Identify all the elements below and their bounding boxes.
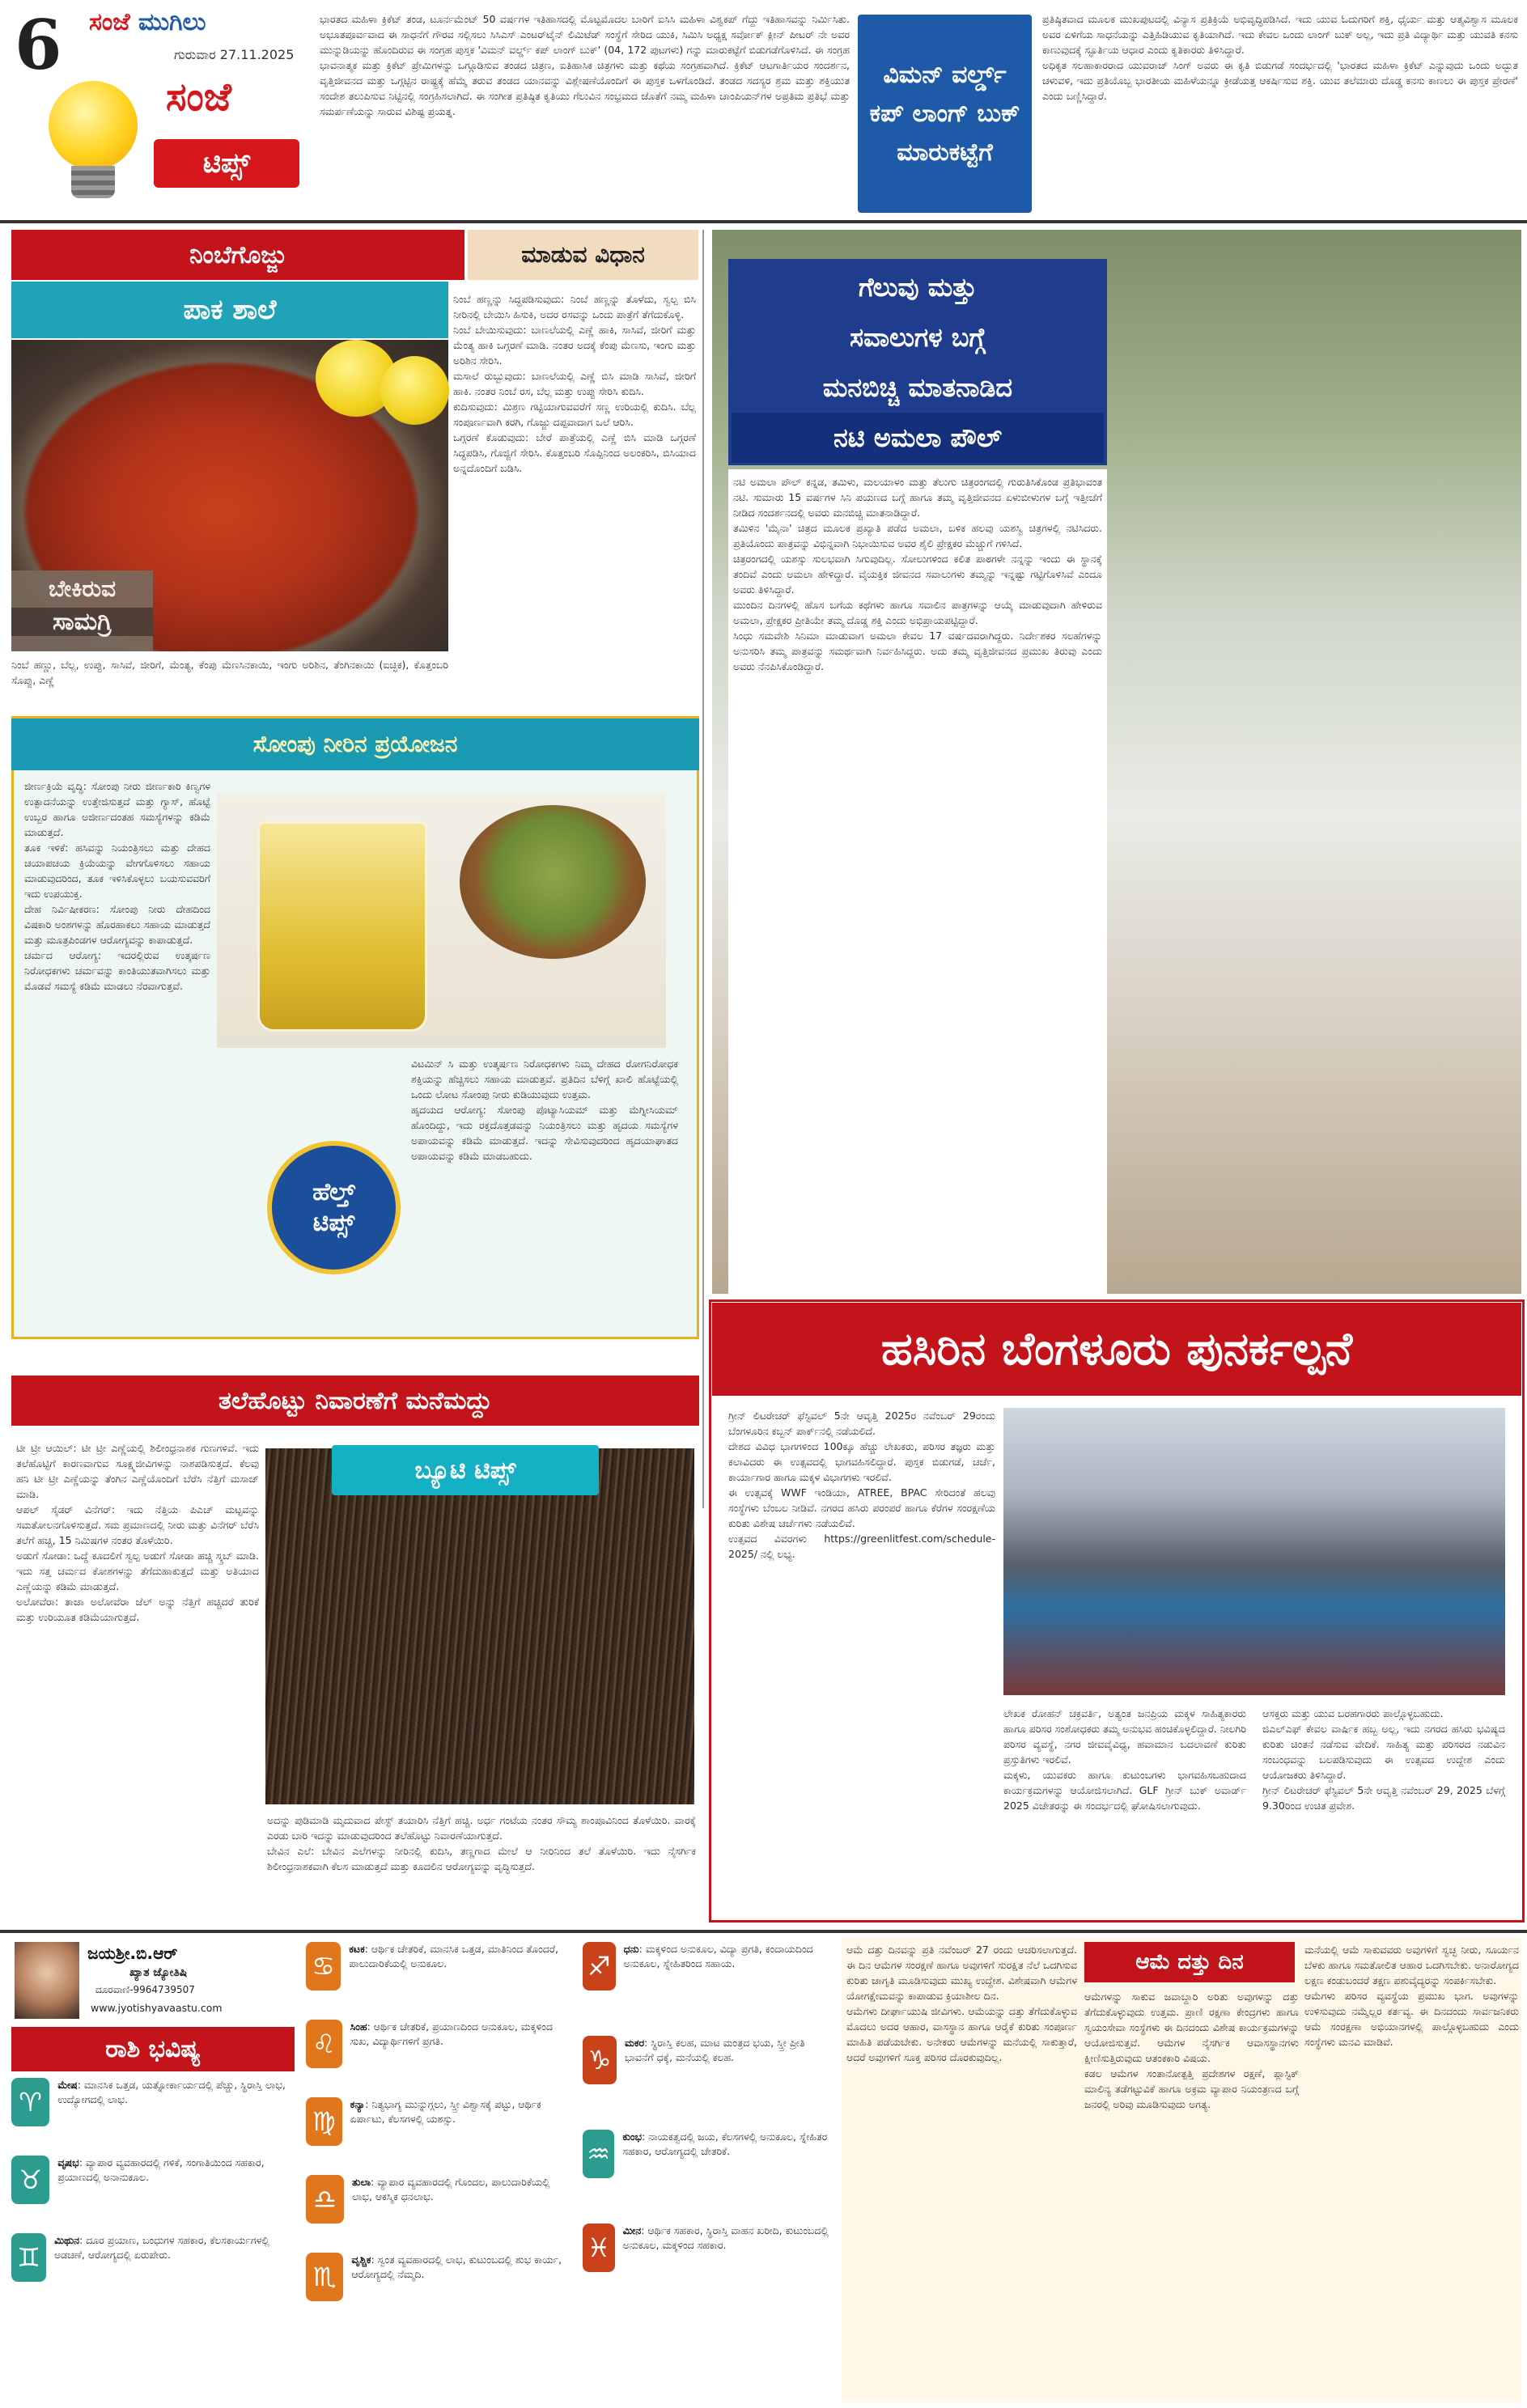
rashi-entry: ♐ ಧನು: ಮಕ್ಕಳಿಂದ ಅನುಕೂಲ, ವಿದ್ಯಾ ಪ್ರಗತಿ, ಕಂದಾಯದಿಂದ ಅನುಕೂಲ, ಸ್ನೇಹಿತರಿಂದ ಸಹಾಯ. (583, 1942, 829, 2033)
rashi-text: ಆರ್ಥಿಕ ಚೇತರಿಕೆ, ಮಾನಸಿಕ ಒತ್ತಡ, ಮಾತಿನಿಂದ ತೊಂದರೆ, ಪಾಲುದಾರಿಕೆಯಲ್ಲಿ ಅನುಕೂಲ. (349, 1943, 558, 1969)
rashi-entry: ♋ ಕಟಕ: ಆರ್ಥಿಕ ಚೇತರಿಕೆ, ಮಾನಸಿಕ ಒತ್ತಡ, ಮಾತಿನಿಂದ ತೊಂದರೆ, ಪಾಲುದಾರಿಕೆಯಲ್ಲಿ ಅನುಕೂಲ. (306, 1942, 573, 2016)
rashi-text: ಸ್ವಂತ ವ್ಯವಹಾರದಲ್ಲಿ ಲಾಭ, ಕುಟುಂಬದಲ್ಲಿ ಶುಭ ಕಾರ್ಯ, ಆರೋಗ್ಯದಲ್ಲಿ ನೆಮ್ಮದಿ. (351, 2253, 562, 2280)
fennel-left-text: ಜೀರ್ಣಕ್ರಿಯೆ ವೃದ್ಧಿ: ಸೋಂಪು ನೀರು ಜೀರ್ಣಕಾರಿ ಕಿಣ್ವಗಳ ಉತ್ಪಾದನೆಯನ್ನು ಉತ್ತೇಜಿಸುತ್ತದೆ ಮತ್ತು ಗ್ಯಾಸ್, ಹೊಟ್ಟೆ ಉಬ್ಬರ ಹಾಗೂ ಅಜೀರ್ಣದಂತಹ ಸಮಸ್ಯೆಗಳನ್ನು ಕಡಿಮೆ ಮಾಡುತ್ತದೆ. ತೂಕ ಇಳಿಕೆ: ಹಸಿವನ್ನು ನಿಯಂತ್ರಿಸಲು ಮತ್ತು ದೇಹದ ಚಯಾಪಚಯ ಕ್ರಿಯೆಯನ್ನು ವೇಗಗೊಳಿಸಲು ಸಹಾಯ ಮಾಡುವುದರಿಂದ, ತೂಕ ಇಳಿಸಿಕೊಳ್ಳಲು ಬಯಸುವವರಿಗೆ ಇದು ಉಪಯುಕ್ತ. ದೇಹ ನಿರ್ವಿಷೀಕರಣ: ಸೋಂಪು ನೀರು ದೇಹದಿಂದ ವಿಷಕಾರಿ ಅಂಶಗಳನ್ನು ಹೊರಹಾಕಲು ಸಹಾಯ ಮಾಡುತ್ತದೆ ಮತ್ತು ಮೂತ್ರಪಿಂಡಗಳ ಆರೋಗ್ಯವನ್ನು ಕಾಪಾಡುತ್ತದೆ. ಚರ್ಮದ ಆರೋಗ್ಯ: ಇದರಲ್ಲಿರುವ ಉತ್ಕರ್ಷಣ ನಿರೋಧಕಗಳು ಚರ್ಮವನ್ನು ಕಾಂತಿಯುತವಾಗಿಸಲು ಮತ್ತು ಮೊಡವೆ ಸಮಸ್ಯೆ ಕಡಿಮೆ ಮಾಡಲು ನೆರವಾಗುತ್ತವೆ. (24, 780, 210, 992)
hair-photo (265, 1448, 694, 1804)
fennel-title: ಸೋಂಪು ನೀರಿನ ಪ್ರಯೋಜನ (11, 719, 699, 770)
rashi-text: ಆರ್ಥಿಕ ಚೇತರಿಕೆ, ಪ್ರಯಾಣದಿಂದ ಅನುಕೂಲ, ಮಕ್ಕಳಿಂದ ಸುಖ, ವಿದ್ಯಾರ್ಥಿಗಳಿಗೆ ಪ್ರಗತಿ. (350, 2020, 553, 2047)
mother-title: ಆಮೆ ದತ್ತು ದಿನ (1084, 1942, 1295, 1982)
top-story-col2: ಪ್ರತಿಷ್ಠಿತವಾದ ಮೂಲಕ ಮುಖಪುಟದಲ್ಲಿ ವಿನ್ಯಾಸ ಪ್ರತಿಕ್ರಿಯೆ ಅಭಿವೃದ್ಧಿಪಡಿಸಿದೆ. ಇದು ಯುವ ಓದುಗರಿಗೆ ಶಕ್ತಿ, ಧೈರ್ಯ ಮತ್ತು ಆತ್ಮವಿಶ್ವಾಸ ಮೂಲಕ ಅವರ ಏಳಿಗೆಯ ಸಾಧನೆಯನ್ನು ಎತ್ತಿಹಿಡಿಯುವ ಕೃತಿಯಾಗಿದೆ. ಇದು ಕೇವಲ ಒಂದು ಲಾಂಗ್ ಬುಕ್ ಅಲ್ಲ, ಇದು ಪ್ರತಿ ವಿದ್ಯಾರ್ಥಿ ಮತ್ತು ಯುವತಿ ಕನಸು ಕಾಣುವುದಕ್ಕೆ ಸ್ಫೂರ್ತಿಯ ಆಧಾರ ಎಂದು ಕೃತಿಕಾರರು ತಿಳಿಸಿದ್ದಾರೆ. ಅಧಿಕೃತ ಸಲಹಾಕಾರರಾದ ಯುವರಾಜ್ ಸಿಂಗ್ ಅವರು ಈ ಕೃತಿ ಬಿಡುಗಡೆ ಸಂದರ್ಭದಲ್ಲಿ 'ಭಾರತದ ಮಹಿಳಾ ಕ್ರಿಕೆಟ್ ಎನ್ನುವುದು ಒಂದು ಅದ್ಭುತ ಚಳುವಳಿ, ಇದು ಪ್ರತಿಯೊಬ್ಬ ಭಾರತೀಯ ಮಹಿಳೆಯನ್ನೂ ಕ್ರೀಡೆಯತ್ತ ಆಕರ್ಷಿಸುವ ಶಕ್ತಿ. ಯುವ ತಲೆಮಾರು ದೊಡ್ಡ ಕನಸು ಕಾಣಲು ಈ ಪುಸ್ತಕ ಪ್ರೇರಣೆ' ಎಂದು ಬಣ್ಣಿಸಿದ್ದಾರೆ. (1042, 13, 1518, 102)
rashi-entry: ♏ ವೃಶ್ಚಿಕ: ಸ್ವಂತ ವ್ಯವಹಾರದಲ್ಲಿ ಲಾಭ, ಕುಟುಂಬದಲ್ಲಿ ಶುಭ ಕಾರ್ಯ, ಆರೋಗ್ಯದಲ್ಲಿ ನೆಮ್ಮದಿ. (306, 2253, 573, 2327)
health-badge-line1: ಹೆಲ್ತ್ (312, 1177, 355, 1206)
aries-icon: ♈ (11, 2078, 49, 2126)
dateline: ಗುರುವಾರ 27.11.2025 (174, 47, 295, 62)
rashi-col1 (11, 2078, 295, 2311)
top-story-headline-box (858, 15, 1032, 213)
rashi-entry: ♑ ಮಕರ: ಸ್ಥಿರಾಸ್ತಿ ಕಲಹ, ಮಾಟ ಮಂತ್ರದ ಭಯ, ಸ್ತ್ರೀ ಪ್ರೀತಿ ಭಾವನೆಗೆ ಧಕ್ಕೆ, ಮನೆಯಲ್ಲಿ ಕಲಹ. (583, 2036, 829, 2126)
amala-body: ನಟಿ ಅಮಲಾ ಪೌಲ್ ಕನ್ನಡ, ತಮಿಳು, ಮಲಯಾಳಂ ಮತ್ತು ತೆಲುಗು ಚಿತ್ರರಂಗದಲ್ಲಿ ಗುರುತಿಸಿಕೊಂಡ ಪ್ರತಿಭಾವಂತ ನಟಿ. ಸುಮಾರು 15 ವರ್ಷಗಳ ಸಿನಿ ಪಯಣದ ಬಗ್ಗೆ ಹಾಗೂ ತಮ್ಮ ವೃತ್ತಿಜೀವನದ ಏಳುಬೀಳುಗಳ ಬಗ್ಗೆ ಇತ್ತೀಚೆಗೆ ನೀಡಿದ ಸಂದರ್ಶನದಲ್ಲಿ ಅವರು ಮನಬಿಚ್ಚಿ ಮಾತನಾಡಿದ್ದಾರೆ. ತಮಿಳಿನ 'ಮೈನಾ' ಚಿತ್ರದ ಮೂಲಕ ಪ್ರಖ್ಯಾತಿ ಪಡೆದ ಅಮಲಾ, ಬಳಿಕ ಹಲವು ಯಶಸ್ವಿ ಚಿತ್ರಗಳಲ್ಲಿ ನಟಿಸಿದರು. ಪ್ರತಿಯೊಂದು ಪಾತ್ರವನ್ನು ವಿಭಿನ್ನವಾಗಿ ನಿಭಾಯಿಸುವ ಅವರ ಶೈಲಿ ಪ್ರೇಕ್ಷಕರ ಮೆಚ್ಚುಗೆ ಗಳಿಸಿದೆ. ಚಿತ್ರರಂಗದಲ್ಲಿ ಯಶಸ್ಸು ಸುಲಭವಾಗಿ ಸಿಗುವುದಿಲ್ಲ. ಸೋಲುಗಳಿಂದ ಕಲಿತ ಪಾಠಗಳೇ ನನ್ನನ್ನು ಇಂದು ಈ ಸ್ಥಾನಕ್ಕೆ ತಂದಿವೆ ಎಂದು ಅಮಲಾ ಹೇಳಿದ್ದಾರೆ. ವೈಯಕ್ತಿಕ ಜೀವನದ ಸವಾಲುಗಳು ತಮ್ಮನ್ನು ಇನ್ನಷ್ಟು ಗಟ್ಟಿಗೊಳಿಸಿವೆ ಎಂದೂ ಅವರು ತಿಳಿಸಿದ್ದಾರೆ. ಮುಂದಿನ ದಿನಗಳಲ್ಲಿ ಹೊಸ ಬಗೆಯ ಕಥೆಗಳು ಹಾಗೂ ಸವಾಲಿನ ಪಾತ್ರಗಳನ್ನು ಆಯ್ಕೆ ಮಾಡುವುದಾಗಿ ಹೇಳಿರುವ ಅಮಲಾ, ಪ್ರೇಕ್ಷಕರ ಪ್ರೀತಿಯೇ ತಮ್ಮ ದೊಡ್ಡ ಶಕ್ತಿ ಎಂದು ಅಭಿಪ್ರಾಯಪಟ್ಟಿದ್ದಾರೆ. ಸಿಂಧು ಸಮವೇಶಿ ಸಿನಿಮಾ ಮಾಡುವಾಗ ಅಮಲಾ ಕೇವಲ 17 ವರ್ಷದವರಾಗಿದ್ದರು. ನಿರ್ದೇಶಕರ ಸಲಹೆಗಳನ್ನು ಅನುಸರಿಸಿ ತಮ್ಮ ಪಾತ್ರವನ್ನು ಸಮರ್ಥವಾಗಿ ನಿರ್ವಹಿಸಿದ್ದರು. ಅದು ತಮ್ಮ ವೃತ್ತಿಜೀವನದ ಪ್ರಮುಖ ತಿರುವು ಎಂದು ಅವರು ನೆನಪಿಸಿಕೊಂಡಿದ್ದಾರೆ. (733, 476, 1102, 672)
sagittarius-icon: ♐ (583, 1942, 616, 1990)
bengaluru-frame (709, 1299, 1525, 1923)
rashi-label: ಮೇಷ (57, 2079, 78, 2091)
dandruff-title: ತಲೆಹೊಟ್ಟು ನಿವಾರಣೆಗೆ ಮನೆಮದ್ದು (11, 1376, 699, 1426)
brand-logo (89, 8, 206, 36)
bengaluru-col3: ಆಸಕ್ತರು ಮತ್ತು ಯುವ ಬರಹಗಾರರು ಪಾಲ್ಗೊಳ್ಳಬಹುದು. ಜಿಎಲ್‌ಎಫ್ ಕೇವಲ ವಾರ್ಷಿಕ ಹಬ್ಬ ಅಲ್ಲ, ಇದು ನಗರದ ಹಸಿರು ಭವಿಷ್ಯದ ಕುರಿತು ಚಿಂತನೆ ನಡೆಸುವ ವೇದಿಕೆ. ಸಾಹಿತ್ಯ ಮತ್ತು ಪರಿಸರದ ನಡುವಿನ ಸಂಬಂಧವನ್ನು ಬಲಪಡಿಸುವುದು ಈ ಉತ್ಸವದ ಉದ್ದೇಶ ಎಂದು ಆಯೋಜಕರು ತಿಳಿಸಿದ್ದಾರೆ. ಗ್ರೀನ್ ಲಿಟರೇಚರ್ ಫೆಸ್ಟಿವಲ್ 5ನೇ ಆವೃತ್ತಿ ನವೆಂಬರ್ 29, 2025 ಬೆಳಗ್ಗೆ 9.30ರಿಂದ ಉಚಿತ ಪ್ರವೇಶ. (1262, 1707, 1505, 1812)
aquarius-icon: ♒ (583, 2130, 614, 2178)
rashi-label: ತುಲಾ (351, 2176, 371, 2188)
rashi-entry: ♈ ಮೇಷ: ಮಾನಸಿಕ ಒತ್ತಡ, ಯತ್ನೋರ್ಕಾರ್ಯದಲ್ಲಿ ಪೆಚ್ಚು, ಸ್ಥಿರಾಸ್ತಿ ಲಾಭ, ಉದ್ಯೋಗದಲ್ಲಿ ಲಾಭ. (11, 2078, 295, 2151)
recipe-title: ನಿಂಬೆಗೊಜ್ಜು (11, 230, 464, 280)
rashi-text: ನಾಯಕತ್ವದಲ್ಲಿ ಜಯ, ಕೆಲಸಗಳಲ್ಲಿ ಅನುಕೂಲ, ಸ್ನೇಹಿತರ ಸಹಕಾರ, ಆರೋಗ್ಯದಲ್ಲಿ ಚೇತರಿಕೆ. (622, 2130, 828, 2157)
rashi-entry: ♓ ಮೀನ: ಆರ್ಥಿಕ ಸಹಕಾರ, ಸ್ಥಿರಾಸ್ತಿ ವಾಹನ ಖರೀದಿ, ಕುಟುಂಬದಲ್ಲಿ ಅನುಕೂಲ, ಮಕ್ಕಳಿಂದ ಸಹಕಾರ. (583, 2224, 829, 2314)
amala-headline-line1: ಗೆಲುವು ಮತ್ತು (732, 262, 1104, 312)
virgo-icon: ♍ (306, 2097, 342, 2146)
gemini-icon: ♊ (11, 2233, 46, 2282)
section-tag: ಟಿಪ್ಸ್ (154, 139, 299, 188)
glass-image (257, 821, 427, 1032)
rashi-label: ಕನ್ಯಾ (350, 2098, 366, 2110)
pisces-icon: ♓ (583, 2224, 615, 2272)
libra-icon: ♎ (306, 2175, 344, 2224)
rashi-label: ಕಟಕ (349, 1943, 365, 1955)
astrologer-role: ಖ್ಯಾತ ಜ್ಯೋತಿಷಿ (129, 1966, 188, 1979)
amala-headline-line4: ನಟಿ ಅಮಲಾ ಪೌಲ್ (732, 413, 1104, 463)
fennel-photo (217, 793, 666, 1048)
brand-left: ಸಂಜೆ (89, 8, 130, 36)
amala-headline-box (728, 259, 1107, 465)
section-word: ಸಂಜೆ (166, 74, 231, 120)
rashi-text: ಮಕ್ಕಳಿಂದ ಅನುಕೂಲ, ವಿದ್ಯಾ ಪ್ರಗತಿ, ಕಂದಾಯದಿಂದ ಅನುಕೂಲ, ಸ್ನೇಹಿತರಿಂದ ಸಹಾಯ. (623, 1943, 813, 1969)
rashi-col2 (306, 1942, 573, 2330)
brand-right: ಮುಗಿಲು (138, 8, 206, 36)
rule-left (702, 230, 704, 1508)
bulb-icon (49, 81, 138, 170)
scorpio-icon: ♏ (306, 2253, 343, 2301)
beauty-tag: ಬ್ಯೂಟಿ ಟಿಪ್ಸ್ (332, 1445, 599, 1495)
rashi-col3 (583, 1942, 829, 2317)
mother-col1: ಆಮೆ ದತ್ತು ದಿನವನ್ನು ಪ್ರತಿ ನವೆಂಬರ್ 27 ರಂದು ಆಚರಿಸಲಾಗುತ್ತದೆ. ಈ ದಿನ ಆಮೆಗಳ ಸಂರಕ್ಷಣೆ ಹಾಗೂ ಅವುಗಳಿಗೆ ಸುರಕ್ಷಿತ ನೆಲೆ ಒದಗಿಸುವ ಕುರಿತು ಜಾಗೃತಿ ಮೂಡಿಸುವುದು ಮುಖ್ಯ ಉದ್ದೇಶ. ವಿಶೇಷವಾಗಿ ಆಮೆಗಳ ಯೋಗಕ್ಷೇಮವನ್ನು ಕಾಪಾಡುವ ಕ್ರಿಯಾಶೀಲ ದಿನ. ಆಮೆಗಳು ದೀರ್ಘಾಯುಷಿ ಜೀವಿಗಳು. ಆಮೆಯನ್ನು ದತ್ತು ತೆಗೆದುಕೊಳ್ಳುವ ಮೊದಲು ಅದರ ಆಹಾರ, ವಾಸಸ್ಥಾನ ಹಾಗೂ ಆರೈಕೆ ಕುರಿತು ಸಂಪೂರ್ಣ ಮಾಹಿತಿ ಪಡೆಯಬೇಕು. ಅನೇಕರು ಆಮೆಗಳನ್ನು ಮನೆಯಲ್ಲಿ ಸಾಕುತ್ತಾರೆ, ಆದರೆ ಅವುಗಳಿಗೆ ಸೂಕ್ತ ಪರಿಸರ ದೊರಕುವುದಿಲ್ಲ. (846, 1944, 1077, 2063)
rashi-entry: ♎ ತುಲಾ: ವ್ಯಾಪಾರ ವ್ಯವಹಾರದಲ್ಲಿ ಗೊಂದಲ, ಪಾಲುದಾರಿಕೆಯಲ್ಲಿ ಲಾಭ, ಆಕಸ್ಮಿಕ ಧನಲಾಭ. (306, 2175, 573, 2249)
rashi-section-title: ರಾಶಿ ಭವಿಷ್ಯ (11, 2027, 295, 2071)
rule-top (0, 220, 1527, 223)
astrologer-phone: ದೂರವಾಣಿ-9964739507 (95, 1984, 195, 1995)
mother-col3: ಮನೆಯಲ್ಲಿ ಆಮೆ ಸಾಕುವವರು ಅವುಗಳಿಗೆ ಸ್ವಚ್ಛ ನೀರು, ಸೂರ್ಯನ ಬೆಳಕು ಹಾಗೂ ಸಮತೋಲಿತ ಆಹಾರ ಒದಗಿಸಬೇಕು. ಅನಾರೋಗ್ಯದ ಲಕ್ಷಣ ಕಂಡುಬಂದರೆ ತಕ್ಷಣ ಪಶುವೈದ್ಯರನ್ನು ಸಂಪರ್ಕಿಸಬೇಕು. ಆಮೆಗಳು ಪರಿಸರ ವ್ಯವಸ್ಥೆಯ ಪ್ರಮುಖ ಭಾಗ. ಅವುಗಳನ್ನು ಉಳಿಸುವುದು ನಮ್ಮೆಲ್ಲರ ಕರ್ತವ್ಯ. ಈ ದಿನದಂದು ಸಾರ್ವಜನಿಕರು ಆಮೆ ಸಂರಕ್ಷಣಾ ಅಭಿಯಾನಗಳಲ್ಲಿ ಪಾಲ್ಗೊಳ್ಳಬಹುದು ಎಂದು ಸಂಸ್ಥೆಗಳು ಮನವಿ ಮಾಡಿವೆ. (1304, 1944, 1519, 2048)
ingredients-tag-line2: ಸಾಮಗ್ರಿ (11, 608, 153, 636)
mother-col2: ಆಮೆಗಳನ್ನು ಸಾಕುವ ಜವಾಬ್ದಾರಿ ಅರಿತು ಅವುಗಳನ್ನು ದತ್ತು ತೆಗೆದುಕೊಳ್ಳುವುದು ಉತ್ತಮ. ಪ್ರಾಣಿ ರಕ್ಷಣಾ ಕೇಂದ್ರಗಳು ಹಾಗೂ ಸ್ವಯಂಸೇವಾ ಸಂಸ್ಥೆಗಳು ಈ ದಿನದಂದು ವಿಶೇಷ ಕಾರ್ಯಕ್ರಮಗಳನ್ನು ಆಯೋಜಿಸುತ್ತವೆ. ಆಮೆಗಳ ನೈಸರ್ಗಿಕ ಆವಾಸಸ್ಥಾನಗಳು ಕ್ಷೀಣಿಸುತ್ತಿರುವುದು ಆತಂಕಕಾರಿ ವಿಷಯ. ಕಡಲ ಆಮೆಗಳ ಸಂತಾನೋತ್ಪತ್ತಿ ಪ್ರದೇಶಗಳ ರಕ್ಷಣೆ, ಪ್ಲಾಸ್ಟಿಕ್ ಮಾಲಿನ್ಯ ತಡೆಗಟ್ಟುವಿಕೆ ಹಾಗೂ ಅಕ್ರಮ ವ್ಯಾಪಾರ ನಿಯಂತ್ರಣದ ಬಗ್ಗೆ ಜನರಲ್ಲಿ ಅರಿವು ಮೂಡಿಸುವುದು ಅಗತ್ಯ. (1084, 1990, 1299, 2110)
ingredients-tag (11, 570, 153, 651)
bengaluru-col2: ಲೇಖಕ ರೋಹನ್ ಚಕ್ರವರ್ತಿ, ಅತ್ಯಂತ ಜನಪ್ರಿಯ ಮಕ್ಕಳ ಸಾಹಿತ್ಯಕಾರರು ಹಾಗೂ ಪರಿಸರ ಸಂಶೋಧಕರು ತಮ್ಮ ಅನುಭವ ಹಂಚಿಕೊಳ್ಳಲಿದ್ದಾರೆ. ನೀಲಗಿರಿ ಪರಿಸರ ವ್ಯವಸ್ಥೆ, ನಗರ ಜೀವವೈವಿಧ್ಯ, ಹವಾಮಾನ ಬದಲಾವಣೆ ಕುರಿತು ಪ್ರಸ್ತುತಿಗಳು ಇರಲಿವೆ. ಮಕ್ಕಳು, ಯುವಕರು ಹಾಗೂ ಕುಟುಂಬಗಳು ಭಾಗವಹಿಸಬಹುದಾದ ಕಾರ್ಯಕ್ರಮಗಳನ್ನು ಆಯೋಜಿಸಲಾಗಿದೆ. GLF ಗ್ರೀನ್ ಬುಕ್ ಅವಾರ್ಡ್ 2025 ವಿಜೇತರನ್ನು ಈ ಸಂದರ್ಭದಲ್ಲಿ ಘೋಷಿಸಲಾಗುವುದು. (1003, 1707, 1246, 1812)
lemon-image (380, 356, 449, 425)
bulb-base-icon (71, 166, 115, 198)
cancer-icon: ♋ (306, 1942, 341, 1990)
dandruff-left-text: ಟೀ ಟ್ರೀ ಆಯಿಲ್: ಟೀ ಟ್ರೀ ಎಣ್ಣೆಯಲ್ಲಿ ಶಿಲೀಂಧ್ರನಾಶಕ ಗುಣಗಳಿವೆ. ಇದು ತಲೆಹೊಟ್ಟಿಗೆ ಕಾರಣವಾಗುವ ಸೂಕ್ಷ್ಮಜೀವಿಗಳನ್ನು ನಾಶಪಡಿಸುತ್ತದೆ. ಕೆಲವು ಹನಿ ಟೀ ಟ್ರೀ ಎಣ್ಣೆಯನ್ನು ತೆಂಗಿನ ಎಣ್ಣೆಯೊಂದಿಗೆ ಬೆರೆಸಿ ನೆತ್ತಿಗೆ ಮಸಾಜ್ ಮಾಡಿ. ಆಪಲ್ ಸೈಡರ್ ವಿನೆಗರ್: ಇದು ನೆತ್ತಿಯ ಪಿಎಚ್ ಮಟ್ಟವನ್ನು ಸಮತೋಲನಗೊಳಿಸುತ್ತದೆ. ಸಮ ಪ್ರಮಾಣದಲ್ಲಿ ನೀರು ಮತ್ತು ವಿನೆಗರ್ ಬೆರೆಸಿ ತಲೆಗೆ ಹಚ್ಚಿ, 15 ನಿಮಿಷಗಳ ನಂತರ ತೊಳೆಯಿರಿ. ಅಡುಗೆ ಸೋಡಾ: ಒದ್ದೆ ಕೂದಲಿಗೆ ಸ್ವಲ್ಪ ಅಡುಗೆ ಸೋಡಾ ಹಚ್ಚಿ ಸ್ಕ್ರಬ್ ಮಾಡಿ. ಇದು ಸತ್ತ ಚರ್ಮದ ಕೋಶಗಳನ್ನು ತೆಗೆದುಹಾಕುತ್ತದೆ ಮತ್ತು ಅತಿಯಾದ ಎಣ್ಣೆಯನ್ನು ಕಡಿಮೆ ಮಾಡುತ್ತದೆ. ಅಲೋವೆರಾ: ತಾಜಾ ಅಲೋವೆರಾ ಜೆಲ್ ಅನ್ನು ನೆತ್ತಿಗೆ ಹಚ್ಚಿದರೆ ತುರಿಕೆ ಮತ್ತು ಉರಿಯೂತ ಕಡಿಮೆಯಾಗುತ್ತದೆ. (16, 1442, 259, 1623)
astrologer-name: ಜಯಶ್ರೀ.ಬಿ.ಆರ್ (87, 1944, 178, 1963)
amala-headline-line3: ಮನಬಿಚ್ಚಿ ಮಾತನಾಡಿದ (732, 362, 1104, 413)
amala-text-box (728, 469, 1107, 1295)
ingredients-text: ನಿಂಬೆ ಹಣ್ಣು, ಬೆಲ್ಲ, ಉಪ್ಪು, ಸಾಸಿವೆ, ಜೀರಿಗೆ, ಮೆಂತ್ಯ, ಕೆಂಪು ಮೆಣಸಿನಕಾಯಿ, ಇಂಗು ಅರಿಶಿನ, ತೆಂಗಿನಕಾಯಿ (ಐಚ್ಛಿಕ), ಕೊತ್ತಂಬರಿ ಸೊಪ್ಪು, ಎಣ್ಣೆ (11, 659, 448, 686)
top-story-headline: ವಿಮನ್ ವರ್ಲ್ಡ್ ಕಪ್ ಲಾಂಗ್ ಬುಕ್ ಮಾರುಕಟ್ಟೆಗೆ (869, 60, 1020, 167)
masthead (0, 0, 312, 218)
rashi-label: ಮಕರ (624, 2037, 645, 2049)
rashi-entry: ♒ ಕುಂಭ: ನಾಯಕತ್ವದಲ್ಲಿ ಜಯ, ಕೆಲಸಗಳಲ್ಲಿ ಅನುಕೂಲ, ಸ್ನೇಹಿತರ ಸಹಕಾರ, ಆರೋಗ್ಯದಲ್ಲಿ ಚೇತರಿಕೆ. (583, 2130, 829, 2220)
ingredients-tag-line1: ಬೇಕಿರುವ (48, 575, 117, 602)
rashi-label: ಕುಂಭ (622, 2130, 643, 2143)
rashi-text: ಮಾನಸಿಕ ಒತ್ತಡ, ಯತ್ನೋರ್ಕಾರ್ಯದಲ್ಲಿ ಪೆಚ್ಚು, ಸ್ಥಿರಾಸ್ತಿ ಲಾಭ, ಉದ್ಯೋಗದಲ್ಲಿ ಲಾಭ. (57, 2079, 286, 2105)
rashi-entry: ♊ ಮಿಥುನ: ದೂರ ಪ್ರಯಾಣ, ಬಂಧುಗಳ ಸಹಕಾರ, ಕೆಲಸಕಾರ್ಯಗಳಲ್ಲಿ ಅಡಚಣೆ, ಆರೋಗ್ಯದಲ್ಲಿ ಏರುಪೇರು. (11, 2233, 295, 2306)
rashi-entry: ♌ ಸಿಂಹ: ಆರ್ಥಿಕ ಚೇತರಿಕೆ, ಪ್ರಯಾಣದಿಂದ ಅನುಕೂಲ, ಮಕ್ಕಳಿಂದ ಸುಖ, ವಿದ್ಯಾರ್ಥಿಗಳಿಗೆ ಪ್ರಗತಿ. (306, 2020, 573, 2094)
rashi-entry: ♍ ಕನ್ಯಾ: ನಿತ್ಯಭಾಗ್ಯ ಮುನ್ನುಗ್ಗಲು, ಸ್ತ್ರೀ ವಿಶ್ವಾಸಕ್ಕೆ ಪಟ್ಟು, ಆರ್ಥಿಕ ಏರ್ಪಾಟು, ಕೆಲಸಗಳಲ್ಲಿ ಯಶಸ್ಸು. (306, 2097, 573, 2172)
rashi-text: ದೂರ ಪ್ರಯಾಣ, ಬಂಧುಗಳ ಸಹಕಾರ, ಕೆಲಸಕಾರ್ಯಗಳಲ್ಲಿ ಅಡಚಣೆ, ಆರೋಗ್ಯದಲ್ಲಿ ಏರುಪೇರು. (54, 2234, 269, 2261)
rashi-text: ನಿತ್ಯಭಾಗ್ಯ ಮುನ್ನುಗ್ಗಲು, ಸ್ತ್ರೀ ವಿಶ್ವಾಸಕ್ಕೆ ಪಟ್ಟು, ಆರ್ಥಿಕ ಏರ್ಪಾಟು, ಕೆಲಸಗಳಲ್ಲಿ ಯಶಸ್ಸು. (350, 2098, 541, 2125)
rashi-text: ವ್ಯಾಪಾರ ವ್ಯವಹಾರದಲ್ಲಿ ಗಳಿಕೆ, ಸಂಗಾತಿಯಿಂದ ಸಹಕಾರ, ಪ್ರಯಾಣದಲ್ಲಿ ಅನಾನುಕೂಲ. (57, 2156, 265, 2183)
taurus-icon: ♉ (11, 2156, 49, 2204)
top-story-col1: ಭಾರತದ ಮಹಿಳಾ ಕ್ರಿಕೆಟ್ ತಂಡ, ಟೂರ್ನಮೆಂಟ್ 50 ವರ್ಷಗಳ ಇತಿಹಾಸದಲ್ಲಿ ಮೊಟ್ಟಮೊದಲ ಬಾರಿಗೆ ಐಸಿಸಿ ಮಹಿಳಾ ವಿಶ್ವಕಪ್ ಗೆದ್ದು ಇತಿಹಾಸವನ್ನು ನಿರ್ಮಿಸಿತು. ಅಭೂತಪೂರ್ವವಾದ ಈ ಸಾಧನೆಗೆ ಗೌರವ ಸಲ್ಲಿಸಲು ಸಿಸಿಎಸ್ ಎಂಟರ್‌ಟೈನ್ ಲಿಮಿಟೆಡ್ ಸಂಸ್ಥೆಗೆ ಸೇರಿದ ಯುಕಿ, ಸಿಮಿಸಿ ಅಧ್ಯಕ್ಷ ಸರ್ವೋಕ್ ಕ್ಲೀನ್ ಪೀಟರ್ ನೇ ಅವರ ಮುನ್ನುಡಿಯನ್ನು ಹೊಂದಿರುವ ಈ ಸಂಗ್ರಹ ಪುಸ್ತಕ 'ವಿಮನ್ ವರ್ಲ್ಡ್ ಕಪ್ ಲಾಂಗ್ ಬುಕ್' (04, 172 ಪುಟಗಳು) ಗನ್ನು ಮಾರುಕಟ್ಟೆಗೆ ಬಿಡುಗಡೆಗೊಳಿಸಿದೆ. ಈ ಸಂಗ್ರಹ ಭಾವನಾತ್ಮಕ ಮತ್ತು ಕ್ರಿಕೆಟ್ ಪ್ರೇಮಿಗಳನ್ನು ಒಗ್ಗೂಡಿಸುವ ತಂಡದ ಚಿತ್ರಣ, ಐತಿಹಾಸಿಕ ಚಿತ್ರಗಳು ಮತ್ತು ಕಥೆಯ ಸಂಗ್ರಹವಾಗಿದೆ. ಕ್ರಿಕೆಟ್ ಆಟಗಾರ್ತಿಯರ ಸಂದರ್ಶನ, ವೃತ್ತಿಜೀವನದ ಮತ್ತು ಒಗ್ಗಟ್ಟಿನ ರಾಷ್ಟ್ರಕ್ಕೆ ಹೆಮ್ಮೆ ತರುವ ತಂಡದ ಯಾನವನ್ನು ವಿಶ್ಲೇಷಣೆಯೊಂದಿಗೆ ಈ ಪುಸ್ತಕ ಒಳಗೊಂಡಿದೆ. ತಂಡದ ಸದಸ್ಯರ ಶ್ರಮ ಮತ್ತು ಶಕ್ತಿಯುತ ಸಂದೇಶ ತಲುಪಿಸುವ ನಿಟ್ಟಿನಲ್ಲಿ ಸಂಗ್ರಹಿಸಲಾಗಿದೆ. ಈ ಸಂಗೀತ ಪ್ರತಿಷ್ಠಿತ ಕೃತಿಯು ಗೆಲುವಿನ ಸಂಭ್ರಮದ ಜೊತೆಗೆ ನಮ್ಮ ಮಹಿಳಾ ಚಾಂಪಿಯನ್‌ಗಳ ಅಪ್ರತಿಮ ಪ್ರತಿಭೆ ಮತ್ತು ಸಮರ್ಪಣೆಯನ್ನು ಸಾರುವ ವಿಶಿಷ್ಟ ಪ್ರಯತ್ನ. (320, 13, 850, 117)
amala-headline-line2: ಸವಾಲುಗಳ ಬಗ್ಗೆ (732, 312, 1104, 362)
rashi-label: ಮೀನ (622, 2224, 642, 2236)
method-tag: ಮಾಡುವ ವಿಧಾನ (468, 230, 698, 280)
rashi-text: ಆರ್ಥಿಕ ಸಹಕಾರ, ಸ್ಥಿರಾಸ್ತಿ ವಾಹನ ಖರೀದಿ, ಕುಟುಂಬದಲ್ಲಿ ಅನುಕೂಲ, ಮಕ್ಕಳಿಂದ ಸಹಕಾರ. (622, 2224, 829, 2251)
bengaluru-col1: ಗ್ರೀನ್ ಲಿಟರೇಚರ್ ಫೆಸ್ಟಿವಲ್ 5ನೇ ಆವೃತ್ತಿ 2025ರ ನವೆಂಬರ್ 29ರಂದು ಬೆಂಗಳೂರಿನ ಕಬ್ಬನ್ ಪಾರ್ಕ್‌ನಲ್ಲಿ ನಡೆಯಲಿದೆ. ದೇಶದ ವಿವಿಧ ಭಾಗಗಳಿಂದ 100ಕ್ಕೂ ಹೆಚ್ಚು ಲೇಖಕರು, ಪರಿಸರ ತಜ್ಞರು ಮತ್ತು ಕಲಾವಿದರು ಈ ಉತ್ಸವದಲ್ಲಿ ಭಾಗವಹಿಸಲಿದ್ದಾರೆ. ಪುಸ್ತಕ ಬಿಡುಗಡೆ, ಚರ್ಚೆ, ಕಾರ್ಯಾಗಾರ ಹಾಗೂ ಮಕ್ಕಳ ವಿಭಾಗಗಳು ಇರಲಿವೆ. ಈ ಉತ್ಸವಕ್ಕೆ WWF ಇಂಡಿಯಾ, ATREE, BPAC ಸೇರಿದಂತೆ ಹಲವು ಸಂಸ್ಥೆಗಳು ಬೆಂಬಲ ನೀಡಿವೆ. ನಗರದ ಹಸಿರು ಪರಂಪರೆ ಹಾಗೂ ಕೆರೆಗಳ ಸಂರಕ್ಷಣೆಯ ಕುರಿತು ವಿಶೇಷ ಚರ್ಚೆಗಳು ನಡೆಯಲಿವೆ. ಉತ್ಸವದ ವಿವರಗಳು https://greenlitfest.com/schedule-2025/ ನಲ್ಲಿ ಲಭ್ಯ. (728, 1410, 995, 1560)
health-tips-badge (267, 1141, 401, 1274)
capricorn-icon: ♑ (583, 2036, 617, 2084)
fennel-bowl-image (460, 805, 646, 959)
astrologer-avatar (15, 1942, 79, 2019)
rashi-label: ವೃಶ್ಚಿಕ (351, 2253, 371, 2266)
rashi-text: ಸ್ಥಿರಾಸ್ತಿ ಕಲಹ, ಮಾಟ ಮಂತ್ರದ ಭಯ, ಸ್ತ್ರೀ ಪ್ರೀತಿ ಭಾವನೆಗೆ ಧಕ್ಕೆ, ಮನೆಯಲ್ಲಿ ಕಲಹ. (624, 2037, 805, 2063)
leo-icon: ♌ (306, 2020, 342, 2068)
dandruff-right-text: ಅದನ್ನು ಪುಡಿಮಾಡಿ ಮೃದುವಾದ ಪೇಸ್ಟ್ ತಯಾರಿಸಿ ನೆತ್ತಿಗೆ ಹಚ್ಚಿ. ಅರ್ಧ ಗಂಟೆಯ ನಂತರ ಸೌಮ್ಯ ಶಾಂಪೂವಿನಿಂದ ತೊಳೆಯಿರಿ. ವಾರಕ್ಕೆ ಎರಡು ಬಾರಿ ಇದನ್ನು ಮಾಡುವುದರಿಂದ ತಲೆಹೊಟ್ಟು ನಿವಾರಣೆಯಾಗುತ್ತದೆ. ಬೇವಿನ ಎಲೆ: ಬೇವಿನ ಎಲೆಗಳನ್ನು ನೀರಿನಲ್ಲಿ ಕುದಿಸಿ, ತಣ್ಣಗಾದ ಮೇಲೆ ಆ ನೀರಿನಿಂದ ತಲೆ ತೊಳೆಯಿರಿ. ಇದು ನೈಸರ್ಗಿಕ ಶಿಲೀಂಧ್ರನಾಶಕವಾಗಿ ಕೆಲಸ ಮಾಡುತ್ತದೆ ಮತ್ತು ಕೂದಲಿನ ಆರೋಗ್ಯವನ್ನು ವೃದ್ಧಿಸುತ್ತದೆ. (267, 1814, 696, 1872)
rashi-label: ಸಿಂಹ (350, 2020, 367, 2033)
fennel-right-text: ವಿಟಮಿನ್ ಸಿ ಮತ್ತು ಉತ್ಕರ್ಷಣ ನಿರೋಧಕಗಳು ನಿಮ್ಮ ದೇಹದ ರೋಗನಿರೋಧಕ ಶಕ್ತಿಯನ್ನು ಹೆಚ್ಚಿಸಲು ಸಹಾಯ ಮಾಡುತ್ತವೆ. ಪ್ರತಿದಿನ ಬೆಳಿಗ್ಗೆ ಖಾಲಿ ಹೊಟ್ಟೆಯಲ್ಲಿ ಒಂದು ಲೋಟ ಸೋಂಪು ನೀರು ಕುಡಿಯುವುದು ಉತ್ತಮ. ಹೃದಯದ ಆರೋಗ್ಯ: ಸೋಂಪು ಪೊಟ್ಯಾಸಿಯಮ್ ಮತ್ತು ಮೆಗ್ನೀಸಿಯಮ್ ಹೊಂದಿದ್ದು, ಇದು ರಕ್ತದೊತ್ತಡವನ್ನು ನಿಯಂತ್ರಿಸಲು ಮತ್ತು ಹೃದಯ ಸಮಸ್ಯೆಗಳ ಅಪಾಯವನ್ನು ಕಡಿಮೆ ಮಾಡುತ್ತದೆ. ಇದನ್ನು ಸೇವಿಸುವುದರಿಂದ ಹೃದಯಾಘಾತದ ಅಪಾಯವನ್ನು ಕಡಿಮೆ ಮಾಡಬಹುದು. (411, 1058, 678, 1162)
astrologer-site[interactable]: www.jyotishyavaastu.com (91, 2002, 223, 2014)
rashi-label: ವೃಷಭ (57, 2156, 79, 2168)
kitchen-tag: ಪಾಕ ಶಾಲೆ (11, 282, 448, 338)
bengaluru-headline: ಹಸಿರಿನ ಬೆಂಗಳೂರು ಪುನರ್ಕಲ್ಪನೆ (712, 1303, 1521, 1396)
method-text: ನಿಂಬೆ ಹಣ್ಣನ್ನು ಸಿದ್ಧಪಡಿಸುವುದು: ನಿಂಬೆ ಹಣ್ಣನ್ನು ತೊಳೆದು, ಸ್ವಲ್ಪ ಬಿಸಿ ನೀರಿನಲ್ಲಿ ಬೇಯಿಸಿ ಹಿಸುಕಿ, ಅದರ ರಸವನ್ನು ಒಂದು ಪಾತ್ರೆಗೆ ತೆಗೆದುಕೊಳ್ಳಿ. ನಿಂಬೆ ಬೇಯಿಸುವುದು: ಬಾಣಲೆಯಲ್ಲಿ ಎಣ್ಣೆ ಹಾಕಿ, ಸಾಸಿವೆ, ಜೀರಿಗೆ ಮತ್ತು ಮೆಂತ್ಯ ಹಾಕಿ ಒಗ್ಗರಣೆ ಮಾಡಿ. ನಂತರ ಅದಕ್ಕೆ ಕೆಂಪು ಮೆಣಸು, ಇಂಗು ಮತ್ತು ಅರಿಶಿನ ಸೇರಿಸಿ. ಮಸಾಲೆ ರುಬ್ಬುವುದು: ಬಾಣಲೆಯಲ್ಲಿ ಎಣ್ಣೆ ಬಿಸಿ ಮಾಡಿ ಸಾಸಿವೆ, ಜೀರಿಗೆ ಹಾಕಿ. ನಂತರ ನಿಂಬೆ ರಸ, ಬೆಲ್ಲ ಮತ್ತು ಉಪ್ಪು ಸೇರಿಸಿ ಕುದಿಸಿ. ಕುದಿಸುವುದು: ಮಿಶ್ರಣ ಗಟ್ಟಿಯಾಗುವವರೆಗೆ ಸಣ್ಣ ಉರಿಯಲ್ಲಿ ಕುದಿಸಿ. ಬೆಲ್ಲ ಸಂಪೂರ್ಣವಾಗಿ ಕರಗಿ, ಗೊಜ್ಜು ದಪ್ಪವಾದಾಗ ಒಲೆ ಆರಿಸಿ. ಒಗ್ಗರಣೆ ಕೊಡುವುದು: ಬೇರೆ ಪಾತ್ರೆಯಲ್ಲಿ ಎಣ್ಣೆ ಬಿಸಿ ಮಾಡಿ ಒಗ್ಗರಣೆ ಸಿದ್ಧಪಡಿಸಿ, ಗೊಜ್ಜಿಗೆ ಸೇರಿಸಿ. ಕೊತ್ತಂಬರಿ ಸೊಪ್ಪಿನಿಂದ ಅಲಂಕರಿಸಿ, ಬಿಸಿಯಾದ ಅನ್ನದೊಂದಿಗೆ ಬಡಿಸಿ. (453, 293, 696, 474)
rashi-text: ವ್ಯಾಪಾರ ವ್ಯವಹಾರದಲ್ಲಿ ಗೊಂದಲ, ಪಾಲುದಾರಿಕೆಯಲ್ಲಿ ಲಾಭ, ಆಕಸ್ಮಿಕ ಧನಲಾಭ. (351, 2176, 550, 2202)
rule-bottom (0, 1930, 1527, 1933)
rashi-entry: ♉ ವೃಷಭ: ವ್ಯಾಪಾರ ವ್ಯವಹಾರದಲ್ಲಿ ಗಳಿಕೆ, ಸಂಗಾತಿಯಿಂದ ಸಹಕಾರ, ಪ್ರಯಾಣದಲ್ಲಿ ಅನಾನುಕೂಲ. (11, 2156, 295, 2228)
rashi-label: ಧನು (623, 1943, 639, 1955)
rashi-label: ಮಿಥುನ (54, 2234, 80, 2246)
health-badge-line2: ಟಿಪ್ಸ್ (312, 1208, 355, 1237)
page-number: 6 (15, 5, 62, 85)
